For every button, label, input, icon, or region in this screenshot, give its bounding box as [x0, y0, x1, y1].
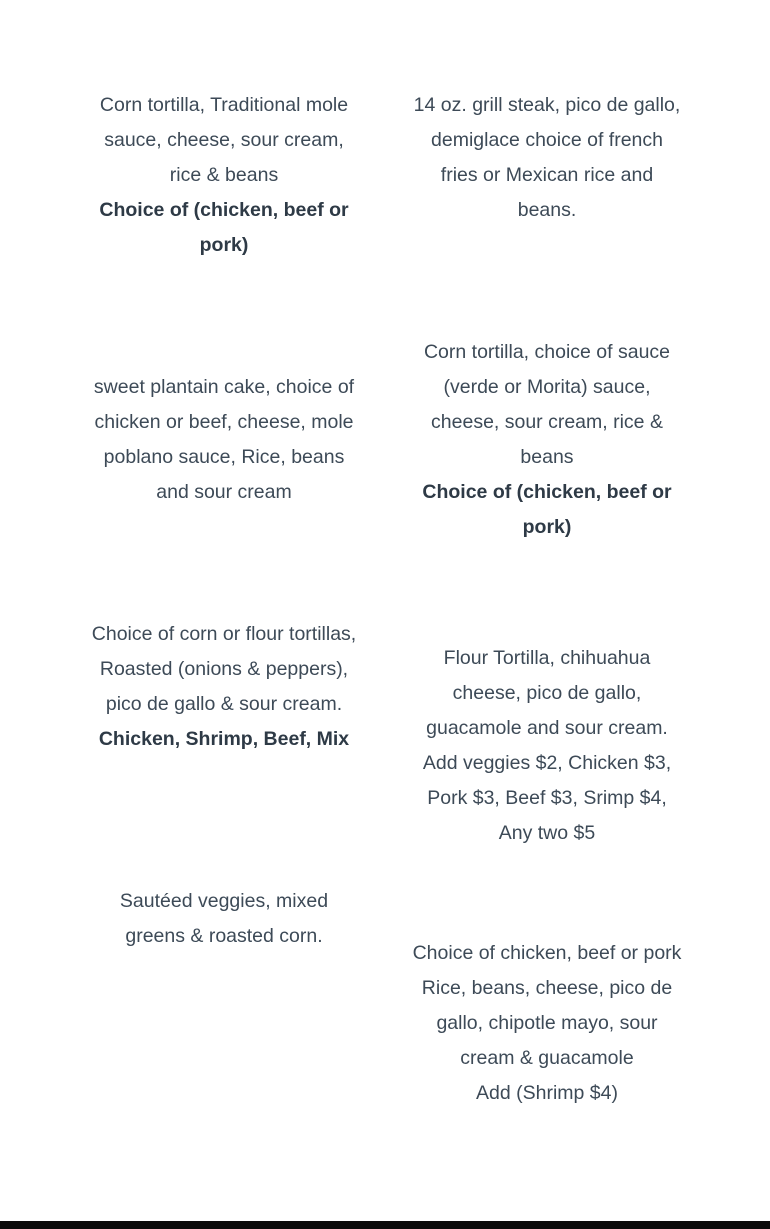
item-description: sweet plantain cake, choice of chicken or beef, cheese, mole poblano sauce, Rice, beans and sour cream	[93, 376, 355, 503]
item-description: Corn tortilla, choice of sauce (verde or Morita) sauce, cheese, sour cream, rice & beans	[423, 341, 671, 468]
item-choice: Choice of (chicken, beef or pork)	[99, 199, 349, 256]
item-description: Corn tortilla, Traditional mole sauce, cheese, sour cream, rice & beans	[99, 94, 349, 186]
item-addon: Add (Shrimp $4)	[476, 1082, 618, 1104]
item-choice: Choice of (chicken, beef or pork)	[422, 481, 672, 538]
item-description: Rice, beans, cheese, pico de gallo, chipotle mayo, sour cream & guacamole	[421, 977, 673, 1069]
item-description: Choice of corn or flour tortillas, Roasted (onions & peppers), pico de gallo & sour cream.	[91, 623, 357, 715]
item-protein: Choice of chicken, beef or pork	[412, 942, 682, 964]
menu-item-plantain-cake	[88, 370, 360, 510]
menu-item-veggie-salad	[88, 884, 360, 954]
menu-item-grill-steak	[411, 88, 683, 228]
item-description: 14 oz. grill steak, pico de gallo, demiglace choice of french fries or Mexican rice and beans.	[413, 94, 681, 221]
menu-item-mole-enchiladas	[88, 88, 360, 263]
menu-item-quesadilla	[411, 641, 683, 851]
item-description: Flour Tortilla, chihuahua cheese, pico de gallo, guacamole and sour cream. Add veggies $2, Chicken $3, Pork $3, Beef $3, Srimp $4, Any two $5	[422, 647, 672, 844]
bottom-bar	[0, 1221, 770, 1229]
menu-item-fajitas	[88, 617, 360, 757]
menu-item-burrito-bowl	[411, 936, 683, 1111]
item-description: Sautéed veggies, mixed greens & roasted corn.	[119, 890, 329, 947]
item-choice: Chicken, Shrimp, Beef, Mix	[98, 728, 350, 750]
menu-item-sauce-enchiladas	[411, 335, 683, 545]
